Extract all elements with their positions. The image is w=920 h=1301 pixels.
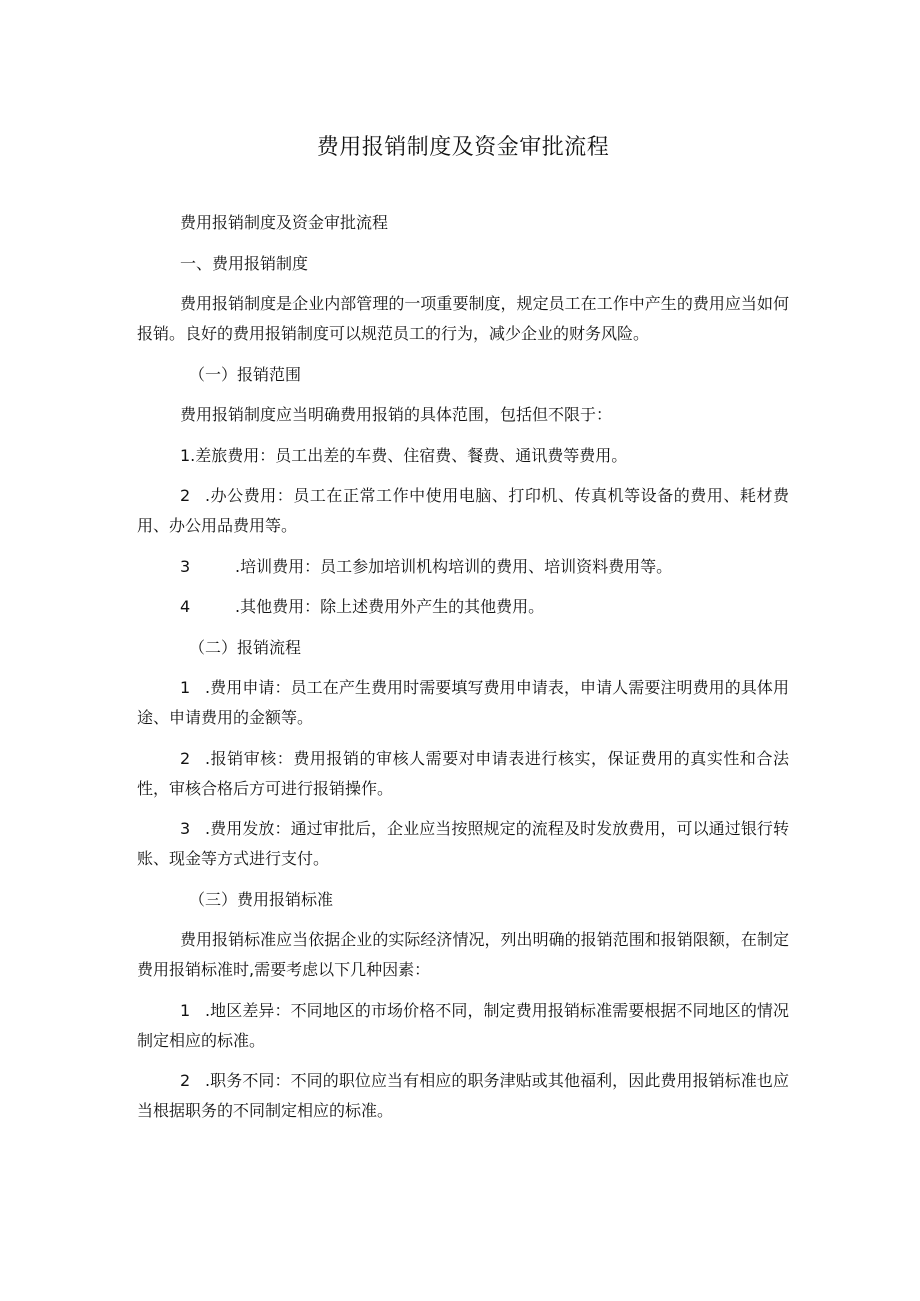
list-number: 1 [180, 678, 191, 697]
paragraph: 费用报销制度应当明确费用报销的具体范围，包括但不限于： [180, 405, 613, 424]
paragraph [137, 673, 789, 733]
list-number: 1 [180, 1000, 191, 1020]
paragraph: 费用报销制度及资金审批流程 [180, 213, 389, 232]
section-heading: （一）报销范围 [189, 364, 302, 384]
document-body [137, 208, 789, 1126]
list-number: 3 [180, 556, 191, 576]
list-item-text: .办公费用：员工在正常工作中使用电脑、打印机、传真机等设备的费用、耗材费用、办公用品费用等。 [137, 486, 789, 535]
list-item-text: .职务不同：不同的职位应当有相应的职务津贴或其他福利，因此费用报销标准也应当根据职务的不同制定相应的标准。 [137, 1071, 789, 1120]
list-item-text: .地区差异：不同地区的市场价格不同，制定费用报销标准需要根据不同地区的情况制定相应的标准。 [137, 1000, 789, 1050]
list-number: 3 [180, 819, 191, 838]
paragraph [137, 592, 789, 622]
paragraph [137, 552, 789, 582]
list-item-text: .报销审核：费用报销的审核人需要对申请表进行核实，保证费用的真实性和合法性，审核合格后方可进行报销操作。 [137, 748, 789, 798]
list-item-text: .费用申请：员工在产生费用时需要填写费用申请表，申请人需要注明费用的具体用途、申请费用的金额等。 [137, 678, 789, 727]
section-heading: （三）费用报销标准 [189, 889, 334, 909]
list-number: 2 [180, 748, 191, 768]
list-number: 2 [180, 1071, 191, 1090]
paragraph [137, 1066, 789, 1126]
paragraph [137, 744, 789, 804]
list-item-text: .费用发放：通过审批后，企业应当按照规定的流程及时发放费用，可以通过银行转账、现金等方式进行支付。 [137, 819, 789, 868]
paragraph: 1.差旅费用：员工出差的车费、住宿费、餐费、通讯费等费用。 [180, 445, 628, 465]
section-heading: （二）报销流程 [189, 637, 302, 657]
paragraph: 一、费用报销制度 [180, 253, 309, 273]
paragraph [137, 481, 789, 541]
paragraph [137, 996, 789, 1056]
list-number: 2 [180, 486, 191, 505]
paragraph [137, 814, 789, 874]
list-number: 4 [180, 597, 191, 616]
list-item-text: .其他费用：除上述费用外产生的其他费用。 [235, 597, 545, 616]
paragraph: 费用报销标准应当依据企业的实际经济情况，列出明确的报销范围和报销限额，在制定费用报销标准时,需要考虑以下几种因素： [137, 930, 789, 979]
list-item-text: .培训费用：员工参加培训机构培训的费用、培训资料费用等。 [235, 556, 673, 576]
paragraph: 费用报销制度是企业内部管理的一项重要制度，规定员工在工作中产生的费用应当如何报销。良好的费用报销制度可以规范员工的行为，减少企业的财务风险。 [137, 294, 789, 343]
document-title: 费用报销制度及资金审批流程 [316, 135, 610, 160]
